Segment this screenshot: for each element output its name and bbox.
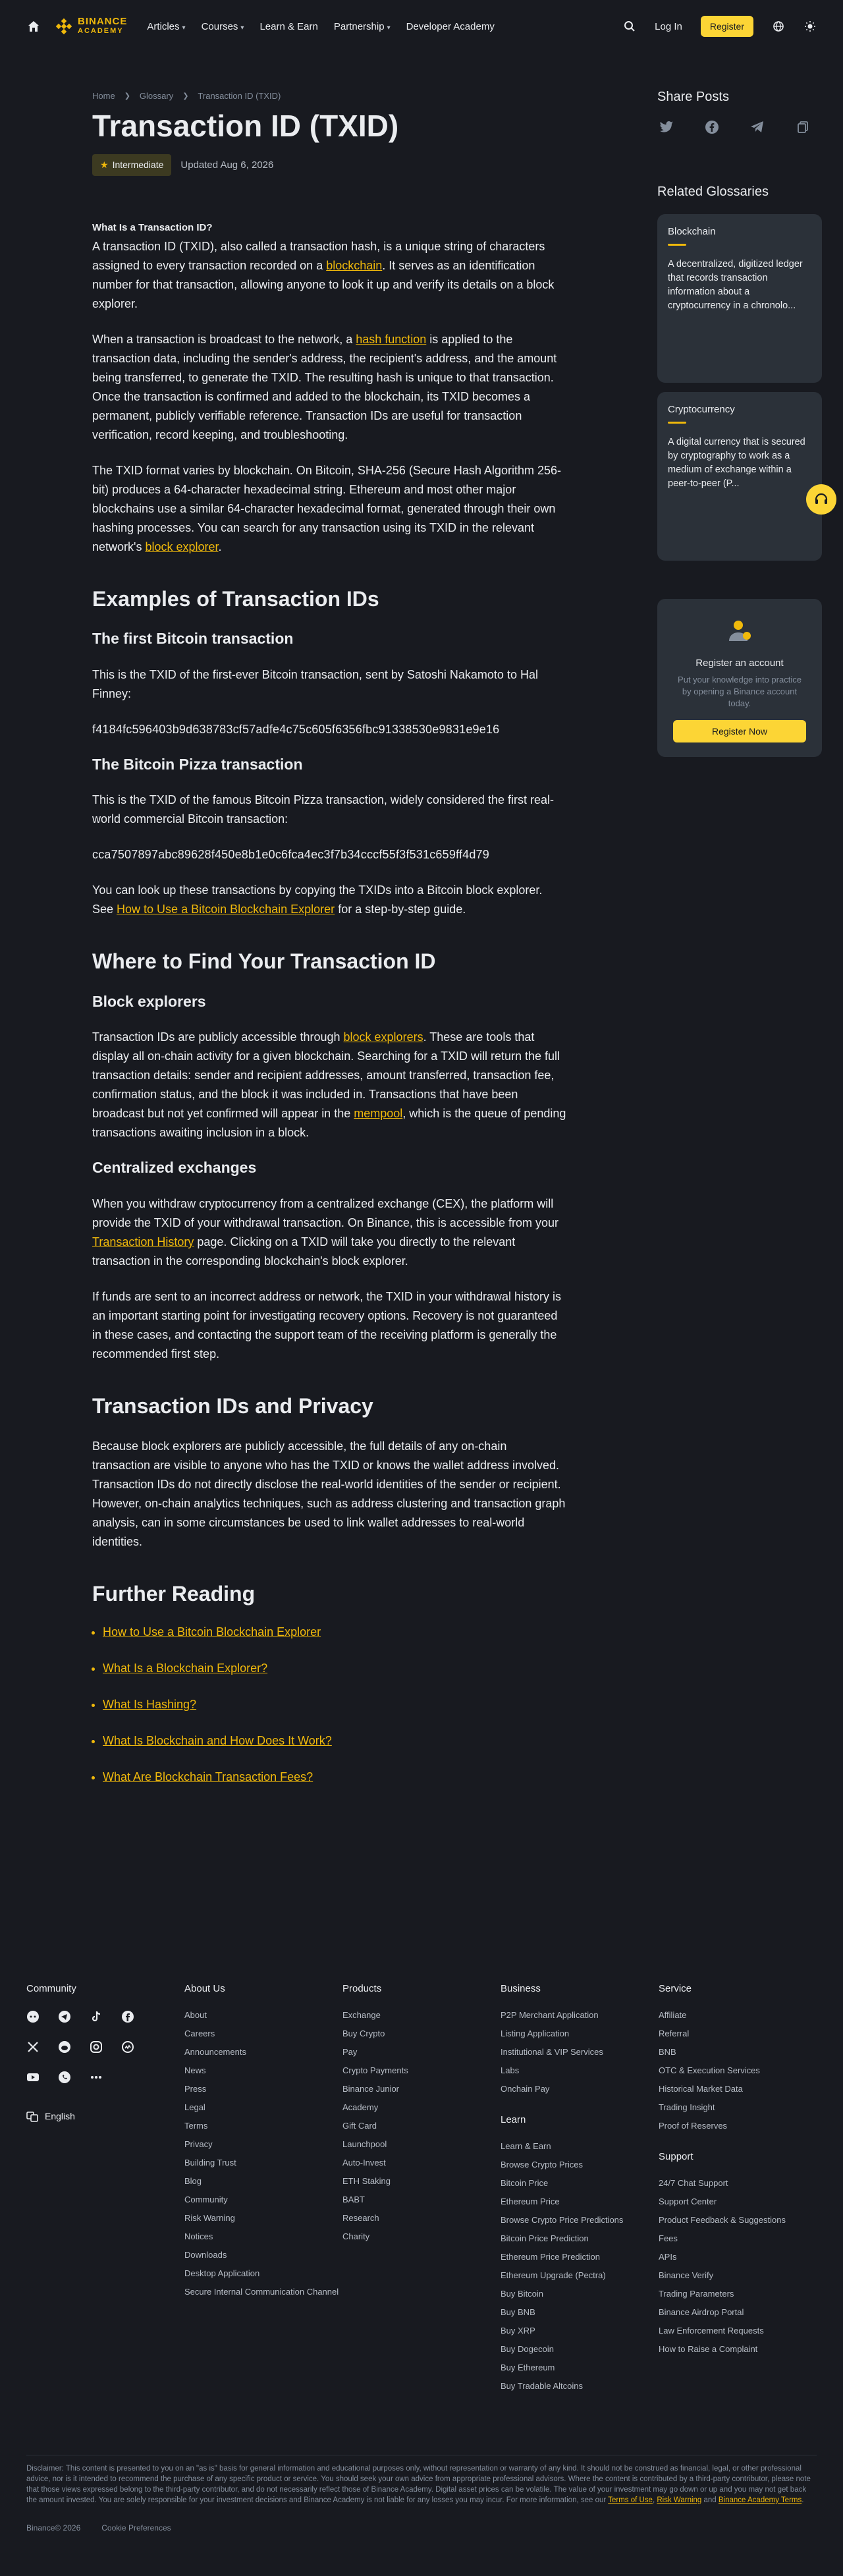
footer-link[interactable]: Announcements: [184, 2047, 246, 2057]
copyright: Binance© 2026: [26, 2523, 81, 2533]
footer-link[interactable]: Buy Bitcoin: [501, 2289, 544, 2299]
footer-col-subtitle: Support: [659, 2151, 693, 2162]
footer-link[interactable]: Product Feedback & Suggestions: [659, 2215, 786, 2225]
footer-col-title: Business: [501, 1983, 541, 1994]
sidebar: [657, 90, 822, 757]
register-now-button[interactable]: Register Now: [673, 720, 806, 742]
footer-community: [26, 1983, 184, 2399]
article: [92, 91, 566, 1784]
paragraph-privacy: Because block explorers are publicly accessible, the full details of any on-chain transaction are visible to anyone who has the TXID or knows the wallet address involved. Transaction IDs do not directly disclose the real-world identities of the sender or recipient. However, on-chain analytics techniques, such as address clustering and transaction graph analysis, can in some circumstances be used to link wallet addresses to real-world identities.: [92, 1440, 566, 1549]
footer-link[interactable]: Historical Market Data: [659, 2084, 743, 2094]
share-title: Share Posts: [657, 90, 729, 104]
footer-link[interactable]: Auto-Invest: [342, 2158, 386, 2168]
coinmarketcap-icon[interactable]: [121, 2040, 134, 2054]
list-item: [103, 1698, 566, 1712]
main-nav: [147, 21, 495, 32]
star-icon: ★: [100, 159, 109, 170]
txid-pizza: cca7507897abc89628f450e8b1e0c6fca4ec3f7b34cccf55f3f531c659ff4d79: [92, 848, 489, 862]
chevron-right-icon: ❯: [182, 92, 189, 100]
footer-link[interactable]: Browse Crypto Price Predictions: [501, 2215, 624, 2225]
footer-link[interactable]: Charity: [342, 2231, 370, 2241]
telegram-icon[interactable]: [749, 119, 765, 135]
glossary-card-desc: A decentralized, digitized ledger that records transaction information about a cryptocurrency in a chronolo...: [668, 259, 803, 311]
globe-icon[interactable]: [772, 20, 785, 33]
reading-link[interactable]: What Is a Blockchain Explorer?: [103, 1661, 268, 1675]
article-meta: [92, 154, 566, 176]
footer-link[interactable]: Gift Card: [342, 2121, 377, 2131]
footer-link[interactable]: Labs: [501, 2065, 520, 2075]
footer-link[interactable]: Browse Crypto Prices: [501, 2160, 583, 2170]
terms-of-use-link[interactable]: Terms of Use: [608, 2496, 653, 2504]
footer-link[interactable]: Notices: [184, 2231, 213, 2241]
reading-link[interactable]: How to Use a Bitcoin Blockchain Explorer: [103, 1625, 321, 1638]
related-title: Related Glossaries: [657, 184, 769, 199]
link-transaction-history[interactable]: Transaction History: [92, 1235, 194, 1249]
footer-link[interactable]: Fees: [659, 2233, 678, 2243]
language-label: English: [45, 2111, 75, 2121]
telegram-icon[interactable]: [58, 2010, 71, 2023]
register-card-desc: Put your knowledge into practice by opening a Binance account today.: [678, 675, 802, 708]
whatsapp-icon[interactable]: [58, 2071, 71, 2084]
footer-link[interactable]: Binance Verify: [659, 2270, 714, 2280]
glossary-card-blockchain[interactable]: [657, 214, 822, 383]
more-icon[interactable]: [90, 2071, 103, 2084]
nav-learn-earn[interactable]: Learn & Earn: [259, 20, 318, 32]
heading-where-to-find: Where to Find Your Transaction ID: [92, 949, 436, 974]
header-actions: [623, 16, 817, 37]
footer-link[interactable]: OTC & Execution Services: [659, 2065, 760, 2075]
level-badge: [92, 154, 171, 176]
language-selector[interactable]: [26, 2110, 184, 2122]
paragraph-lookup: You can look up these transactions by copying the TXIDs into a Bitcoin block explorer. See How to Use a Bitcoin Blockchain Explorer for a step-by-step guide.: [92, 883, 543, 916]
copy-link-icon[interactable]: [795, 119, 811, 135]
register-card-title: Register an account: [695, 658, 784, 669]
footer-link[interactable]: Downloads: [184, 2250, 227, 2260]
reading-link[interactable]: What Is Hashing?: [103, 1697, 197, 1711]
heading-block-explorers: Block explorers: [92, 992, 206, 1010]
discord-icon[interactable]: [26, 2010, 40, 2023]
footer: [0, 1983, 843, 2399]
top-header: [0, 0, 843, 53]
reading-link[interactable]: What Is Blockchain and How Does It Work?: [103, 1733, 332, 1747]
heading-first-tx: The first Bitcoin transaction: [92, 630, 294, 648]
youtube-icon[interactable]: [26, 2071, 40, 2084]
binance-logo-icon: [55, 18, 72, 35]
link-block-explorer[interactable]: block explorer: [145, 540, 219, 553]
footer-link[interactable]: Buy Ethereum: [501, 2363, 555, 2372]
reddit-icon[interactable]: [58, 2040, 71, 2054]
login-link[interactable]: Log In: [655, 20, 682, 32]
footer-link-list: [184, 2010, 342, 2297]
footer-link[interactable]: Trading Insight: [659, 2102, 715, 2112]
paragraph-cex-recovery: If funds are sent to an incorrect address or network, the TXID in your withdrawal history is an important starting point for investigating recovery options. Recovery is not guaranteed in these cases, and contacting the support team of the receiving platform is generally the recommended first step.: [92, 1290, 561, 1361]
footer-link[interactable]: News: [184, 2065, 206, 2075]
footer-link[interactable]: Press: [184, 2084, 207, 2094]
risk-warning-link[interactable]: Risk Warning: [657, 2496, 702, 2504]
footer-col-title: Service: [659, 1983, 692, 1994]
nav-courses[interactable]: Courses ▾: [202, 21, 244, 32]
footer-link[interactable]: Launchpool: [342, 2139, 387, 2149]
footer-link[interactable]: Privacy: [184, 2139, 213, 2149]
main-content: [0, 53, 843, 1784]
footer-link[interactable]: About: [184, 2010, 207, 2020]
chevron-right-icon: ❯: [124, 92, 130, 100]
breadcrumb-home[interactable]: Home: [92, 91, 115, 101]
reading-link[interactable]: What Are Blockchain Transaction Fees?: [103, 1770, 313, 1783]
nav-partnership[interactable]: Partnership ▾: [334, 21, 391, 32]
footer-link[interactable]: Research: [342, 2213, 379, 2223]
instagram-icon[interactable]: [90, 2040, 103, 2054]
logo-text: [78, 17, 127, 36]
tiktok-icon[interactable]: [90, 2010, 103, 2023]
footer-link[interactable]: Ethereum Upgrade (Pectra): [501, 2270, 606, 2280]
footer-link[interactable]: BABT: [342, 2195, 365, 2204]
footer-link[interactable]: Bitcoin Price: [501, 2178, 549, 2188]
footer-business: [501, 1983, 659, 2399]
logo-top-text: BINANCE: [78, 16, 128, 27]
footer-link[interactable]: Secure Internal Communication Channel: [184, 2287, 339, 2297]
footer-link[interactable]: Buy BNB: [501, 2307, 535, 2317]
facebook-icon[interactable]: [704, 119, 720, 135]
footer-link[interactable]: Buy XRP: [501, 2326, 535, 2336]
footer-link[interactable]: Listing Application: [501, 2029, 570, 2038]
list-item: [103, 1662, 566, 1675]
share-buttons: [657, 119, 822, 135]
footer-link[interactable]: Community: [184, 2195, 228, 2204]
twitter-icon[interactable]: [659, 119, 674, 135]
register-button[interactable]: Register: [701, 16, 753, 37]
paragraph-format: The TXID format varies by blockchain. On Bitcoin, SHA-256 (Secure Hash Algorithm 256-bit) produces a 64-character hexadecimal string. Ethereum and most other major blockchains use a similar 64-character hexadecimal format, generated through their own hashing processes. You can search for any transaction using its TXID in the relevant network's block explorer.: [92, 463, 561, 553]
heading-privacy: Transaction IDs and Privacy: [92, 1394, 373, 1418]
footer-link[interactable]: How to Raise a Complaint: [659, 2344, 758, 2354]
footer-col-title: About Us: [184, 1983, 225, 1994]
nav-articles[interactable]: Articles ▾: [147, 21, 185, 32]
paragraph-pizza-tx: This is the TXID of the famous Bitcoin Pizza transaction, widely considered the first real-world commercial Bitcoin transaction:: [92, 793, 554, 826]
footer-link[interactable]: Affiliate: [659, 2010, 687, 2020]
footer-about: [184, 1983, 342, 2399]
footer-link[interactable]: Learn & Earn: [501, 2141, 551, 2151]
link-hash-function[interactable]: hash function: [356, 332, 427, 346]
glossary-card-desc: A digital currency that is secured by cryptography to work as a medium of exchange within a peer-to-peer (P...: [668, 437, 805, 489]
heading-cex: Centralized exchanges: [92, 1159, 257, 1177]
footer-link[interactable]: Proof of Reserves: [659, 2121, 728, 2131]
footer-link[interactable]: Buy Tradable Altcoins: [501, 2381, 584, 2391]
list-item: [103, 1734, 566, 1748]
academy-terms-link[interactable]: Binance Academy Terms: [718, 2496, 802, 2504]
nav-developer-academy[interactable]: Developer Academy: [406, 20, 495, 32]
footer-link[interactable]: Referral: [659, 2029, 690, 2038]
footer-link[interactable]: Legal: [184, 2102, 205, 2112]
search-icon[interactable]: [623, 20, 636, 33]
footer-link[interactable]: Onchain Pay: [501, 2084, 550, 2094]
footer-link[interactable]: Terms: [184, 2121, 208, 2131]
list-item: [103, 1625, 566, 1639]
glossary-card-title: Cryptocurrency: [668, 404, 735, 415]
footer-link[interactable]: Buy Dogecoin: [501, 2344, 554, 2354]
accent-bar: [668, 422, 686, 424]
paragraph-intro: A transaction ID (TXID), also called a transaction hash, is a unique string of characters assigned to every transaction recorded on a blockchain. It serves as an identification number for that transaction, allowing anyone to look it up and verify its details on a block explorer.: [92, 239, 555, 310]
glossary-card-title: Blockchain: [668, 226, 716, 237]
footer-service: [659, 1983, 817, 2399]
footer-col-subtitle: Learn: [501, 2114, 526, 2125]
footer-link[interactable]: Blog: [184, 2176, 202, 2186]
paragraph-first-tx: This is the TXID of the first-ever Bitcoin transaction, sent by Satoshi Nakamoto to Hal Finney:: [92, 667, 538, 700]
footer-link[interactable]: Trading Parameters: [659, 2289, 734, 2299]
breadcrumb-current: Transaction ID (TXID): [198, 91, 281, 101]
language-icon: [26, 2110, 38, 2122]
glossary-card-cryptocurrency[interactable]: [657, 392, 822, 561]
bottom-bar: [26, 2523, 171, 2533]
list-item: [103, 1770, 566, 1784]
footer-link[interactable]: Academy: [342, 2102, 379, 2112]
footer-link[interactable]: Binance Junior: [342, 2084, 399, 2094]
link-how-to-use-explorer[interactable]: How to Use a Bitcoin Blockchain Explorer: [117, 903, 335, 916]
footer-link[interactable]: Bitcoin Price Prediction: [501, 2233, 589, 2243]
cookie-preferences-link[interactable]: Cookie Preferences: [101, 2523, 171, 2533]
register-card: [657, 599, 822, 757]
heading-pizza-tx: The Bitcoin Pizza transaction: [92, 755, 303, 773]
breadcrumb-glossary[interactable]: Glossary: [139, 91, 174, 101]
footer-link[interactable]: Ethereum Price: [501, 2197, 560, 2206]
page-title: Transaction ID (TXID): [92, 109, 399, 143]
footer-link[interactable]: Risk Warning: [184, 2213, 235, 2223]
footer-columns: [26, 1983, 817, 2399]
updated-date: Updated Aug 6, 2026: [180, 159, 274, 171]
paragraph-block-explorers: Transaction IDs are publicly accessible through block explorers. These are tools that display all on-chain activity for a given blockchain. Searching for a TXID will return the full transaction details: sender and recipient addresses, amount transferred, transaction fee, confirmation status, and the block it was included in. Transactions that have been broadcast but not yet confirmed will appear in the mempool, which is the queue of pending transactions awaiting inclusion in a block.: [92, 1030, 566, 1140]
user-plus-icon: [725, 616, 754, 645]
support-chat-icon[interactable]: [806, 484, 836, 515]
txid-first: f4184fc596403b9d638783cf57adfe4c75c605f6356fbc91338530e9831e9e16: [92, 722, 500, 736]
footer-link[interactable]: Buy Crypto: [342, 2029, 385, 2038]
link-blockchain[interactable]: blockchain: [326, 258, 383, 272]
disclaimer-text: Disclaimer: This content is presented to you on an "as is" basis for general information and educational purposes only, without representation or warranty of any kind. It should not be construed as financial, legal, or other professional advice, nor is it intended to recommend the purchase of any specific product or service. You should seek your own advice from appropriate professional advisors. Where the content is contributed by a third-party contributor, please note that those views expressed belong to the third-party contributor, and do not necessarily reflect those of Binance Academy. Digital asset prices can be volatile. The value of your investment may go down or up and you may not get back the amount invested. You are solely responsible for your investment decisions and Binance Academy is not liable for any losses you may incur. For more information, see our: [26, 2465, 811, 2504]
link-block-explorers[interactable]: block explorers: [343, 1030, 423, 1044]
footer-link-list: [659, 2178, 817, 2355]
footer-link[interactable]: Institutional & VIP Services: [501, 2047, 603, 2057]
footer-link-list: [659, 2010, 817, 2131]
footer-products: [342, 1983, 501, 2399]
footer-link[interactable]: BNB: [659, 2047, 676, 2057]
footer-link[interactable]: Desktop Application: [184, 2268, 260, 2278]
breadcrumb: [92, 91, 566, 101]
binance-academy-logo[interactable]: [55, 17, 127, 36]
theme-toggle-icon[interactable]: [803, 20, 817, 33]
heading-further-reading: Further Reading: [92, 1582, 256, 1606]
level-label: Intermediate: [112, 159, 164, 171]
footer-link[interactable]: Careers: [184, 2029, 215, 2038]
logo-bottom-text: ACADEMY: [78, 27, 124, 35]
paragraph-hash: When a transaction is broadcast to the network, a hash function is applied to the transaction data, including the sender's address, the recipient's address, and the amount being transferred, to generate the TXID. The resulting hash is unique to that transaction. Once the transaction is confirmed and added to the blockchain, its TXID becomes a permanent, publicly verifiable reference. Transaction IDs are useful for transaction verification, record keeping, and troubleshooting.: [92, 332, 557, 441]
section-heading-what-is: What Is a Transaction ID?: [92, 221, 213, 233]
footer-community-title: Community: [26, 1983, 76, 1994]
footer-link[interactable]: Law Enforcement Requests: [659, 2326, 764, 2336]
footer-link-list: [501, 2010, 659, 2094]
footer-link[interactable]: APIs: [659, 2252, 677, 2262]
accent-bar: [668, 244, 686, 246]
paragraph-cex: When you withdraw cryptocurrency from a centralized exchange (CEX), the platform will provide the TXID of your withdrawal transaction. On Binance, this is accessible from your Transaction History page. Clicking on a TXID will take you directly to the relevant transaction in the corresponding blockchain's block explorer.: [92, 1197, 558, 1268]
footer-col-title: Products: [342, 1983, 382, 1994]
footer-link-list: [342, 2010, 501, 2242]
footer-link[interactable]: 24/7 Chat Support: [659, 2178, 728, 2188]
further-reading-list: [92, 1625, 566, 1784]
heading-examples: Examples of Transaction IDs: [92, 586, 379, 611]
footer-link[interactable]: Support Center: [659, 2197, 717, 2206]
footer-link[interactable]: Pay: [342, 2047, 358, 2057]
x-icon[interactable]: [26, 2040, 40, 2054]
footer-link[interactable]: P2P Merchant Application: [501, 2010, 599, 2020]
footer-link[interactable]: Binance Airdrop Portal: [659, 2307, 744, 2317]
footer-link[interactable]: Ethereum Price Prediction: [501, 2252, 601, 2262]
footer-link[interactable]: Building Trust: [184, 2158, 236, 2168]
disclaimer: Disclaimer: This content is presented to you on an "as is" basis for general information and educational purposes only, without representation or warranty of any kind. It should not be construed as financial, legal, or other professional advice, nor is it intended to recommend the purchase of any specific product or service. You should seek your own advice from appropriate professional advisors. Where the content is contributed by a third-party contributor, please note that those views expressed belong to the third-party contributor, and do not necessarily reflect those of Binance Academy. Digital asset prices can be volatile. The value of your investment may go down or up and you may not get back the amount invested. You are solely responsible for your investment decisions and Binance Academy is not liable for any losses you may incur. For more information, see our Terms of Use, Risk Warning and Binance Academy Terms.: [26, 2455, 817, 2506]
community-icons: [26, 2010, 184, 2084]
home-icon[interactable]: [26, 19, 41, 34]
footer-link[interactable]: ETH Staking: [342, 2176, 391, 2186]
facebook-icon[interactable]: [121, 2010, 134, 2023]
link-mempool[interactable]: mempool: [354, 1107, 403, 1121]
footer-link[interactable]: Exchange: [342, 2010, 381, 2020]
footer-link-list: [501, 2141, 659, 2392]
footer-link[interactable]: Crypto Payments: [342, 2065, 408, 2075]
